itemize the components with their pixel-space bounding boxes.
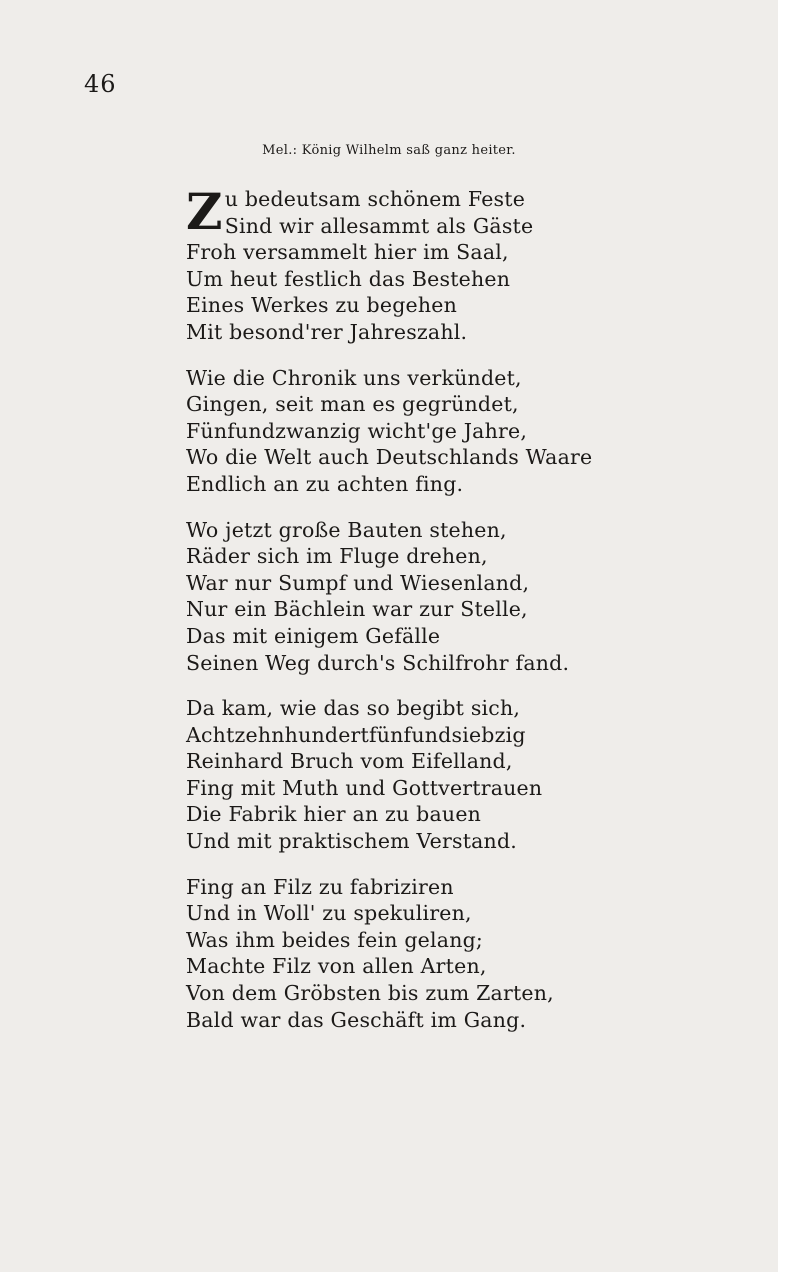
- verse-line: War nur Sumpf und Wiesenland,: [186, 570, 530, 595]
- verse-line: Gingen, seit man es gegründet,: [186, 392, 519, 417]
- verse-line: Das mit einigem Gefälle: [186, 623, 441, 648]
- verse-line: Von dem Gröbsten bis zum Zarten,: [186, 981, 554, 1006]
- melody-note: Mel.: König Wilhelm saß ganz heiter.: [262, 143, 516, 158]
- stanza-2: [186, 365, 726, 498]
- verse-line: Reinhard Bruch vom Eifelland,: [186, 749, 513, 774]
- verse-line: Achtzehnhundertfünfundsiebzig: [186, 722, 526, 747]
- verse-line: Zu bedeutsam schönem Feste: [186, 182, 526, 241]
- verse-line: Da kam, wie das so begibt sich,: [186, 696, 521, 721]
- verse-line: Und in Woll' zu spekuliren,: [186, 901, 472, 926]
- verse-line: Nur ein Bächlein war zur Stelle,: [186, 597, 528, 622]
- verse-line: Die Fabrik hier an zu bauen: [186, 802, 482, 827]
- verse-line: Machte Filz von allen Arten,: [186, 954, 487, 979]
- verse-line: Fünfundzwanzig wicht'ge Jahre,: [186, 418, 528, 443]
- verse-line: Was ihm beides fein gelang;: [186, 927, 484, 952]
- poem: [186, 182, 726, 1052]
- verse-line: Wie die Chronik uns verkündet,: [186, 365, 522, 390]
- verse-line: Sind wir allesammt als Gäste: [224, 213, 534, 238]
- drop-cap: Z: [186, 182, 223, 241]
- verse-line: Froh versammelt hier im Saal,: [186, 240, 509, 265]
- verse-line: Wo die Welt auch Deutschlands Waare: [186, 445, 593, 470]
- verse-line: Und mit praktischem Verstand.: [186, 829, 517, 854]
- verse-line: Fing mit Muth und Gottvertrauen: [186, 775, 543, 800]
- verse-line: Seinen Weg durch's Schilfrohr fand.: [186, 650, 570, 675]
- verse-line: Eines Werkes zu begehen: [186, 293, 457, 318]
- verse-line: Bald war das Geschäft im Gang.: [186, 1007, 527, 1032]
- page-number: 46: [84, 70, 117, 98]
- stanza-5: [186, 874, 726, 1034]
- verse-line: Wo jetzt große Bauten stehen,: [186, 517, 507, 542]
- stanza-4: [186, 695, 726, 855]
- stanza-1: [186, 182, 726, 346]
- verse-line: Endlich an zu achten fing.: [186, 471, 464, 496]
- stanza-3: [186, 517, 726, 677]
- verse-line: Um heut festlich das Bestehen: [186, 266, 511, 291]
- verse-line: Fing an Filz zu fabriziren: [186, 874, 454, 899]
- verse-line: Räder sich im Fluge drehen,: [186, 544, 488, 569]
- verse-line: Mit besond'rer Jahreszahl.: [186, 319, 468, 344]
